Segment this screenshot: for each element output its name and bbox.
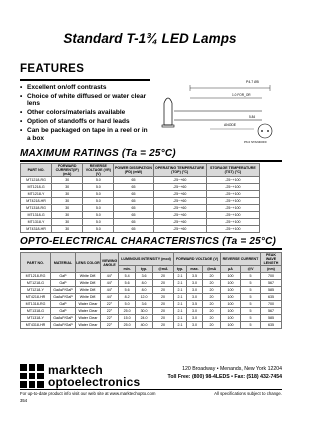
table-row [21, 301, 282, 308]
sub-header: @mA [152, 266, 173, 273]
cell: 5 [241, 322, 261, 329]
company-name-line2: optoelectronics [48, 375, 141, 389]
cell: 100 [220, 315, 240, 322]
column-header: STORAGE TEMPERATURE (TST) (°C) [206, 164, 259, 177]
cell-part-no: MT1218-Y [21, 191, 52, 198]
page-number: 354 [20, 398, 28, 403]
cell-part-no: MT1218-G [21, 280, 51, 287]
dimension-label-lead: 1.0 FOR_OR [232, 93, 251, 97]
cell: 40.0 [136, 322, 153, 329]
cell: 3.5 [186, 301, 202, 308]
cell: 2.1 [174, 294, 187, 301]
cell: 20 [203, 273, 221, 280]
cell: 2.1 [174, 315, 187, 322]
cell: 5 [241, 273, 261, 280]
cell: 5.0 [119, 301, 136, 308]
cell: 100 [220, 273, 240, 280]
cell: 22° [101, 315, 119, 322]
sub-header: max. [186, 266, 202, 273]
cell: -25~+100 [206, 191, 259, 198]
cell: 2.1 [174, 322, 187, 329]
opto-divider [20, 248, 282, 250]
cell: 8.2 [119, 294, 136, 301]
cell-part-no: MT1318-RG [21, 205, 52, 212]
cell: 30 [52, 219, 83, 226]
table-row [21, 322, 282, 329]
footer-divider [20, 389, 282, 390]
cell: 700 [261, 273, 282, 280]
cell: -25~+100 [206, 198, 259, 205]
cell: 5.6 [119, 287, 136, 294]
table-row [21, 315, 282, 322]
feature-item: • Other colors/materials available [20, 109, 150, 117]
cell: 567 [261, 308, 282, 315]
sub-header: µA [220, 266, 240, 273]
table-row [21, 212, 260, 219]
sub-header: (nm) [261, 266, 282, 273]
cell: 65 [114, 184, 153, 191]
cell: 3.0 [186, 315, 202, 322]
column-header: FORWARD CURRENT(IF) (mA) [52, 164, 83, 177]
cell: 2.1 [174, 280, 187, 287]
cell: 24.0 [136, 315, 153, 322]
column-header: FORWARD VOLTAGE (V) [174, 253, 221, 266]
cell-part-no: MT1318-Y [21, 315, 51, 322]
cell-part-no: MT1218-RG [21, 177, 52, 184]
cell: 65 [114, 177, 153, 184]
cell: 5.0 [83, 198, 114, 205]
cell: Water Clear [76, 308, 101, 315]
column-header: PART NO. [21, 164, 52, 177]
cell: 44° [101, 280, 119, 287]
cell: 3.0 [186, 280, 202, 287]
cell: 8.0 [136, 280, 153, 287]
cell: 20 [152, 308, 173, 315]
opto-table [20, 252, 282, 329]
sub-header: typ. [136, 266, 153, 273]
cell: 20 [152, 301, 173, 308]
cell: 20 [203, 280, 221, 287]
footer-disclaimer: All specifications subject to change. [214, 391, 282, 396]
cell: Water Clear [76, 315, 101, 322]
anode-label: ANODE [224, 123, 237, 127]
column-header: OPERATING TEMPERATURE (TOP) (°C) [153, 164, 206, 177]
cell: 3.6 [136, 273, 153, 280]
cell: 3.5 [186, 273, 202, 280]
opto-heading: OPTO-ELECTRICAL CHARACTERISTICS (Ta = 25°C) [20, 236, 277, 247]
cell: 635 [261, 322, 282, 329]
cell: 65 [114, 219, 153, 226]
cell: 100 [220, 322, 240, 329]
cell: 65 [114, 212, 153, 219]
page-title: Standard T-1¾ LED Lamps [63, 31, 237, 46]
cell: -25~+60 [153, 191, 206, 198]
company-phone: Toll Free: (800) 98-4LEDS • Fax: (518) 432-7454 [167, 373, 282, 380]
cell: 20 [152, 315, 173, 322]
column-header: VIEWING ANGLE [101, 253, 119, 273]
cell-part-no: MT1318-RG [21, 301, 51, 308]
column-header: REVERSE VOLTAGE (VR) (V) [83, 164, 114, 177]
cell: 30 [52, 226, 83, 233]
cell: -25~+100 [206, 219, 259, 226]
column-header: PEAK WAVE LENGTH [261, 253, 282, 266]
max-ratings-divider [20, 160, 282, 162]
cell: 3.6 [136, 301, 153, 308]
cell: 2.1 [174, 308, 187, 315]
cell: 25.0 [119, 322, 136, 329]
cell: GaP [51, 273, 76, 280]
company-name [48, 364, 140, 388]
cell: 5 [241, 308, 261, 315]
cell: 5 [241, 287, 261, 294]
column-header: MATERIAL [51, 253, 76, 273]
sub-header: @mA [203, 266, 221, 273]
cell: 635 [261, 294, 282, 301]
cell: 100 [220, 287, 240, 294]
feature-item: • Choice of white diffused or water clear lens [20, 93, 150, 108]
cell: -25~+100 [206, 205, 259, 212]
cell: 8.0 [136, 287, 153, 294]
footer-website-note: For up-to-date product info visit our web site at www.marktechopto.com [20, 391, 156, 396]
max-ratings-heading: MAXIMUM RATINGS (Ta = 25°C) [20, 148, 176, 159]
cell: 5.0 [83, 205, 114, 212]
cell: GaP [51, 301, 76, 308]
cell: 20 [152, 280, 173, 287]
cell: 30 [52, 184, 83, 191]
cell: 20 [203, 294, 221, 301]
cell-part-no: MT4218-HR [21, 294, 51, 301]
table-row [21, 191, 260, 198]
table-row [21, 308, 282, 315]
cell: 44° [101, 294, 119, 301]
table-row [21, 294, 282, 301]
cell: 100 [220, 294, 240, 301]
feature-item: • Excellent on/off contrasts [20, 84, 150, 92]
cell: 30 [52, 177, 83, 184]
company-contact [168, 366, 282, 381]
cell: 15.0 [119, 315, 136, 322]
cell: 65 [114, 191, 153, 198]
cell: 20 [152, 287, 173, 294]
table-row [21, 198, 260, 205]
sub-header: @V [241, 266, 261, 273]
cell-part-no: MT1318-G [21, 212, 52, 219]
cell: 2.1 [174, 287, 187, 294]
cell: 585 [261, 315, 282, 322]
standoff-note: P6.0 STANDOFF [244, 140, 267, 144]
cell-part-no: MT1218-Y [21, 287, 51, 294]
cell: 30 [52, 198, 83, 205]
cell: 30 [52, 191, 83, 198]
cell: 567 [261, 280, 282, 287]
cell: 5.0 [83, 191, 114, 198]
cell: White Diff. [76, 287, 101, 294]
cell: Water Clear [76, 322, 101, 329]
cell: 5.6 [119, 280, 136, 287]
table-row [21, 273, 282, 280]
cell: 20 [203, 301, 221, 308]
sub-header: typ. [174, 266, 187, 273]
cell: 5 [241, 294, 261, 301]
cell: 44° [101, 287, 119, 294]
cell: 20 [152, 273, 173, 280]
cell: 700 [261, 301, 282, 308]
cell: White Diff. [76, 273, 101, 280]
cell: 3.0 [186, 287, 202, 294]
cell: 3.0 [186, 322, 202, 329]
cell: 5.0 [83, 184, 114, 191]
cell: -25~+60 [153, 212, 206, 219]
cell: 585 [261, 287, 282, 294]
cell-part-no: MT1318-Y [21, 219, 52, 226]
table-row [21, 219, 260, 226]
cell: GaP [51, 280, 76, 287]
column-header: POWER DISSIPATION (PD) (mW) [114, 164, 153, 177]
cell: 30.0 [136, 308, 153, 315]
features-heading: FEATURES [20, 63, 85, 75]
cell: -25~+60 [153, 226, 206, 233]
cell: 20 [152, 322, 173, 329]
cell: 30 [52, 212, 83, 219]
cell: -25~+60 [153, 177, 206, 184]
cell: GaAsP/GaP [51, 322, 76, 329]
company-name-line1: marktech [48, 363, 103, 377]
cell: 100 [220, 308, 240, 315]
cell: 2.1 [174, 301, 187, 308]
cell: -25~+100 [206, 212, 259, 219]
cell-part-no: MT1318-G [21, 308, 51, 315]
cell: 5.0 [83, 212, 114, 219]
company-logo [20, 364, 140, 388]
cell: 5.0 [83, 177, 114, 184]
cell: 5 [241, 280, 261, 287]
cell: -25~+60 [153, 219, 206, 226]
feature-item: • Option of standoffs or hard leads [20, 118, 150, 126]
table-row [21, 226, 260, 233]
sub-header: min. [119, 266, 136, 273]
cell: -25~+100 [206, 184, 259, 191]
dimension-label-top: P4.7 Ø5 [246, 80, 259, 84]
cell-part-no: MT1218-RG [21, 273, 51, 280]
led-dimension-diagram [150, 63, 282, 147]
cell: GaP [51, 308, 76, 315]
cell: 3.0 [186, 308, 202, 315]
cell: 3.0 [186, 294, 202, 301]
cell: 44° [101, 273, 119, 280]
table-row [21, 287, 282, 294]
cell-part-no: MT1218-G [21, 184, 52, 191]
cell: 25.0 [119, 308, 136, 315]
company-address: 120 Broadway • Menands, New York 12204 [182, 366, 282, 372]
column-header: REVERSE CURRENT [220, 253, 260, 266]
cell: 20 [152, 294, 173, 301]
cell-part-no: MT4218-HR [21, 198, 52, 205]
cell: 20 [203, 322, 221, 329]
cell: 65 [114, 205, 153, 212]
cell: 22° [101, 322, 119, 329]
cell-part-no: MT4318-HR [21, 226, 52, 233]
table-row [21, 280, 282, 287]
column-header: LUMINOUS INTENSITY (mcd) [119, 253, 174, 266]
cell: 20 [203, 287, 221, 294]
cell: 5 [241, 301, 261, 308]
cell: -25~+60 [153, 184, 206, 191]
table-row [21, 177, 260, 184]
cell: -25~+100 [206, 226, 259, 233]
cell: 12.0 [136, 294, 153, 301]
cell: 2.1 [174, 273, 187, 280]
cell: 65 [114, 198, 153, 205]
cell: GaAsP/GaP [51, 315, 76, 322]
cell: 5.0 [83, 226, 114, 233]
cell: White Diff. [76, 294, 101, 301]
column-header: PART NO. [21, 253, 51, 273]
cell: GaAsP/GaP [51, 287, 76, 294]
cell: -25~+100 [206, 177, 259, 184]
max-ratings-body [21, 177, 260, 233]
logo-grid-icon [20, 364, 44, 388]
cell-part-no: MT4318-HR [21, 322, 51, 329]
max-ratings-table [20, 163, 260, 233]
cell: -25~+60 [153, 205, 206, 212]
cell: GaAsP/GaP [51, 294, 76, 301]
cell: 5.0 [83, 219, 114, 226]
cell: 5.4 [119, 273, 136, 280]
cell: 30 [52, 205, 83, 212]
cell: 20 [203, 308, 221, 315]
cell: 22° [101, 308, 119, 315]
cell: 20 [203, 315, 221, 322]
feature-item: • Can be packaged on tape in a reel or in a box [20, 127, 150, 142]
dimension-label-right: 5.84 [249, 115, 256, 119]
table-row [21, 184, 260, 191]
cell: 5 [241, 315, 261, 322]
table-row [21, 205, 260, 212]
cell: 100 [220, 301, 240, 308]
cell: Water Clear [76, 301, 101, 308]
cell: -25~+60 [153, 198, 206, 205]
cell: 100 [220, 280, 240, 287]
cell: White Diff. [76, 280, 101, 287]
features-list [20, 84, 150, 144]
column-header: LENS COLOR [76, 253, 101, 273]
opto-body [21, 273, 282, 329]
cell: 65 [114, 226, 153, 233]
cell: 22° [101, 301, 119, 308]
